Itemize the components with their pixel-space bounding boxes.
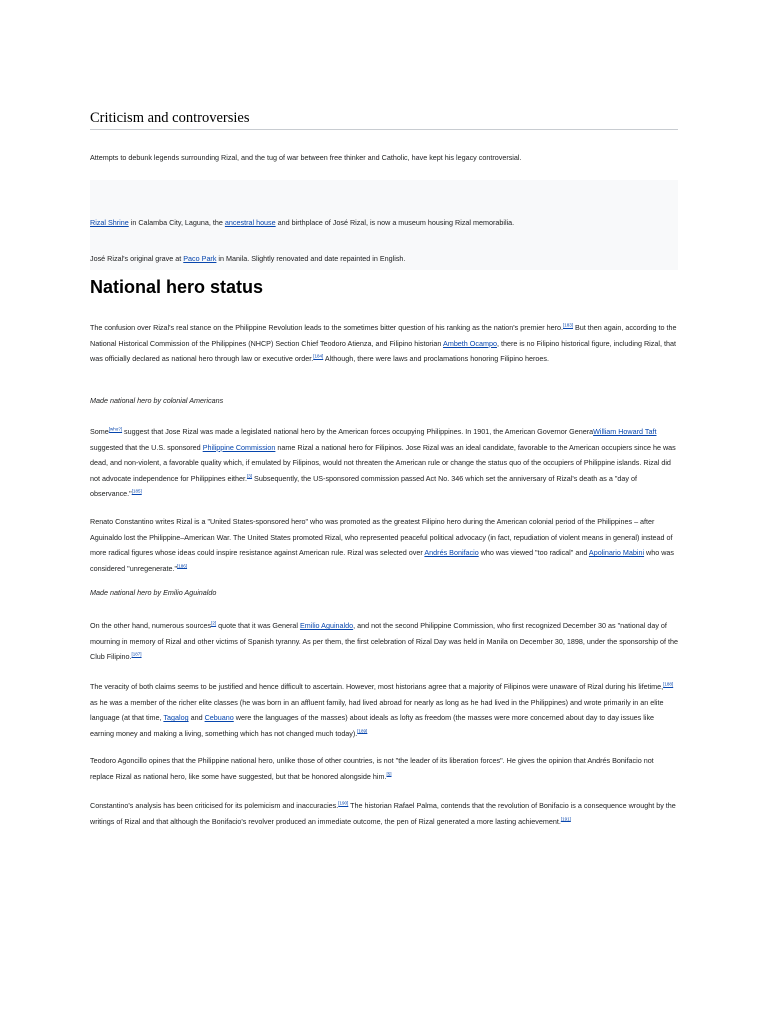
reference-link[interactable]: [183]: [563, 322, 574, 328]
subheading-colonial-americans: Made national hero by colonial Americans: [90, 396, 224, 405]
criticism-intro: Attempts to debunk legends surrounding Rizal, and the tug of war between free thinker and Catholic, have kept his legacy controversial.: [90, 153, 522, 162]
reference-link[interactable]: [2]: [211, 620, 217, 626]
link-rizal-shrine[interactable]: Rizal Shrine: [90, 218, 129, 227]
reference-link[interactable]: [who?]: [108, 426, 123, 432]
link-philippine-commission[interactable]: Philippine Commission: [202, 442, 276, 452]
link-emilio-aguinaldo[interactable]: Emilio Aguinaldo: [299, 621, 354, 630]
hero-paragraph-1: The confusion over Rizal's real stance on the Philippine Revolution leads to the sometimes bitter question of his ranking as the nation's premier hero.[183] But then again, according to the National Historical Commission of the Philippines (NHCP) Section Chief Teodoro Atienza, and Filipino historian Ambeth Ocampo, there is no Filipino historical figure, including Rizal, that was officially declared as national hero through law or executive order.[184] Although, there were laws and proclamations honoring Filipino heroes.: [90, 322, 677, 363]
reference-link[interactable]: [187]: [131, 651, 142, 657]
link-paco-park[interactable]: Paco Park: [183, 254, 217, 263]
link-tagalog[interactable]: Tagalog: [163, 713, 189, 722]
reference-link[interactable]: [184]: [313, 353, 324, 359]
reference-link[interactable]: [185]: [131, 488, 142, 494]
subheading-emilio-aguinaldo: Made national hero by Emilio Aguinaldo: [90, 588, 217, 597]
link-apolinario-mabini[interactable]: Apolinario Mabini: [588, 548, 645, 557]
reference-link[interactable]: [3]: [247, 473, 253, 479]
image-gallery: [90, 180, 678, 270]
reference-link[interactable]: [191]: [560, 816, 571, 822]
hero-paragraph-7: Constantino's analysis has been criticised for its polemicism and inaccuracies.[190] The historian Rafael Palma, contends that the revolution of Bonifacio is a consequence wrought by the writings of Rizal and that although the Bonifacio's revolver produced an immediate outcome, the pen of Rizal generated a more lasting achievement.[191]: [90, 800, 676, 826]
link-ancestral-house[interactable]: ancestral house: [224, 218, 276, 227]
gallery-caption-grave: José Rizal's original grave at Paco Park in Manila. Slightly renovated and date repainted in English.: [90, 254, 406, 263]
hero-paragraph-3: Renato Constantino writes Rizal is a "United States-sponsored hero" who was promoted as the greatest Filipino hero during the American colonial period of the Philippines – after Aguinaldo lost the Philippine–American War. The United States promoted Rizal, who represented peaceful political advocacy (in fact, repudiation of violent means in general) instead of more radical figures whose ideas could inspire resistance against American rule. Rizal was selected over Andrés Bonifacio who was viewed "too radical" and Apolinario Mabini who was considered "unregenerate."[186]: [90, 517, 675, 573]
section-heading-criticism: Criticism and controversies: [90, 109, 678, 130]
reference-link[interactable]: [188]: [663, 681, 674, 687]
link-william-howard-taft[interactable]: William Howard Taft: [593, 427, 657, 436]
gallery-caption-shrine: Rizal Shrine in Calamba City, Laguna, the ancestral house and birthplace of José Rizal, is now a museum housing Rizal memorabilia.: [90, 218, 515, 227]
reference-link[interactable]: [5]: [386, 771, 392, 777]
reference-link[interactable]: [190]: [338, 800, 349, 806]
hero-paragraph-2: Some[who?] suggest that Jose Rizal was made a legislated national hero by the American forces occupying Philippines. In 1901, the American Governor GeneraWilliam Howard Taft suggested that the U.S. sponsored Philippine Commission name Rizal a national hero for Filipinos. Jose Rizal was an ideal candidate, favorable to the American occupiers since he was dead, and non-violent, a favorable quality which, if emulated by Filipinos, would not threaten the American rule or change the status quo of the occupiers of Philippine islands. Rizal did not advocate independence for Philippines either.[3] Subsequently, the US-sponsored commission passed Act No. 346 which set the anniversary of Rizal's death as a "day of observance."[185]: [90, 426, 676, 498]
link-ambeth-ocampo[interactable]: Ambeth Ocampo: [443, 338, 497, 348]
link-andres-bonifacio[interactable]: Andrés Bonifacio: [424, 548, 479, 557]
hero-paragraph-5: The veracity of both claims seems to be justified and hence difficult to ascertain. However, most historians agree that a majority of Filipinos were unaware of Rizal during his lifetime,[188] as he was a member of the richer elite classes (he was born in an affluent family, had lived abroad for nearly as long as he had lived in the Philippines) and wrote primarily in an elite language (at that time, Tagalog and Cebuano were the languages of the masses) about ideals as lofty as freedom (the masses were more concerned about day to day issues like earning money and making a living, something which has not changed much today).[189]: [90, 681, 674, 738]
section-heading-national-hero: National hero status: [90, 277, 264, 297]
hero-paragraph-6: Teodoro Agoncillo opines that the Philippine national hero, unlike those of other countries, is not "the leader of its liberation forces". He gives the opinion that Andrés Bonifacio not replace Rizal as national hero, like some have suggested, but that be honored alongside him.[5]: [90, 756, 654, 781]
reference-link[interactable]: [189]: [357, 728, 368, 734]
hero-paragraph-4: On the other hand, numerous sources[2] quote that it was General Emilio Aguinaldo, and not the second Philippine Commission, who first recognized December 30 as "national day of mourning in memory of Rizal and other victims of Spanish tyranny. As per them, the first celebration of Rizal Day was held in Manila on December 30, 1898, under the sponsorship of the Club Filipino.[187]: [90, 620, 678, 661]
link-cebuano[interactable]: Cebuano: [204, 713, 234, 722]
reference-link[interactable]: [186]: [177, 563, 188, 569]
